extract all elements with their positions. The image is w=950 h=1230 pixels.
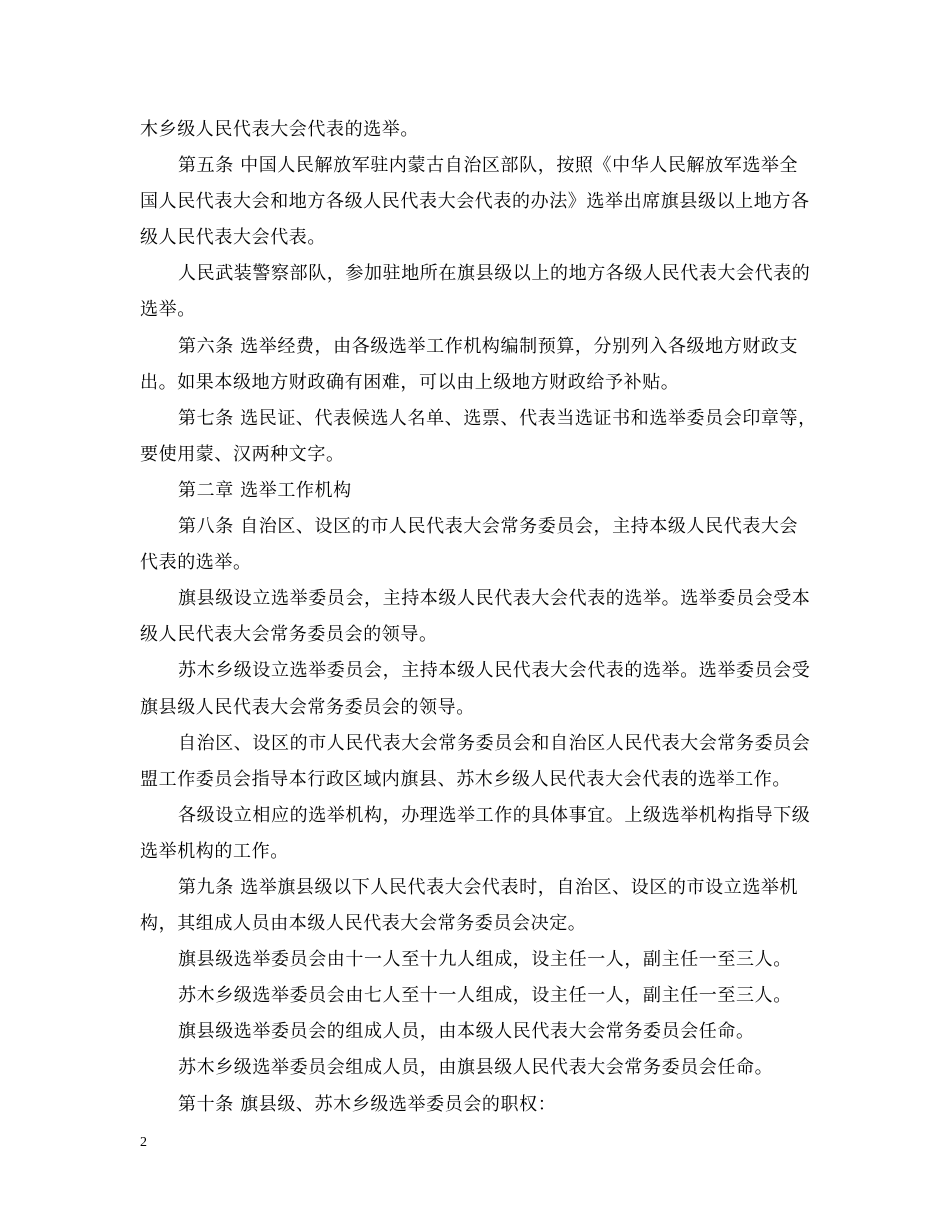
text-line: 盟工作委员会指导本行政区域内旗县、苏木乡级人民代表大会代表的选举工作。 bbox=[140, 768, 791, 790]
text-line: 第七条 选民证、代表候选人名单、选票、代表当选证书和选举委员会印章等， bbox=[178, 407, 817, 429]
text-line: 各级设立相应的选举机构，办理选举工作的具体事宜。上级选举机构指导下级 bbox=[178, 804, 811, 826]
text-line: 第九条 选举旗县级以下人民代表大会代表时，自治区、设区的市设立选举机 bbox=[178, 876, 799, 898]
text-line: 自治区、设区的市人民代表大会常务委员会和自治区人民代表大会常务委员会 bbox=[178, 732, 811, 754]
text-line: 木乡级人民代表大会代表的选举。 bbox=[140, 119, 419, 140]
text-line: 构，其组成人员由本级人民代表大会常务委员会决定。 bbox=[140, 913, 587, 935]
text-line: 选举。 bbox=[140, 299, 196, 321]
text-line: 苏木乡级选举委员会由七人至十一人组成，设主任一人，副主任一至三人。 bbox=[178, 985, 792, 1007]
text-line: 要使用蒙、汉两种文字。 bbox=[140, 443, 345, 465]
page-number: 2 bbox=[140, 1135, 147, 1150]
text-line: 代表的选举。 bbox=[140, 552, 252, 574]
text-line: 级人民代表大会常务委员会的领导。 bbox=[140, 624, 438, 646]
document-body bbox=[140, 112, 830, 1123]
text-line: 国人民代表大会和地方各级人民代表大会代表的办法》选举出席旗县级以上地方各 bbox=[140, 191, 810, 213]
text-line: 第十条 旗县级、苏木乡级选举委员会的职权： bbox=[178, 1093, 557, 1115]
text-line: 级人民代表大会代表。 bbox=[140, 227, 326, 249]
text-line: 人民武装警察部队，参加驻地所在旗县级以上的地方各级人民代表大会代表的 bbox=[178, 263, 811, 285]
text-line: 旗县级选举委员会的组成人员，由本级人民代表大会常务委员会任命。 bbox=[178, 1021, 755, 1043]
text-line: 第五条 中国人民解放军驻内蒙古自治区部队，按照《中华人民解放军选举全 bbox=[178, 155, 799, 177]
text-line: 苏木乡级选举委员会组成人员，由旗县级人民代表大会常务委员会任命。 bbox=[178, 1057, 774, 1079]
text-line: 出。如果本级地方财政确有困难，可以由上级地方财政给予补贴。 bbox=[140, 371, 680, 393]
text-line: 旗县级人民代表大会常务委员会的领导。 bbox=[140, 696, 475, 718]
text-line: 第八条 自治区、设区的市人民代表大会常务委员会，主持本级人民代表大会 bbox=[178, 516, 799, 538]
text-line: 苏木乡级设立选举委员会，主持本级人民代表大会代表的选举。选举委员会受 bbox=[178, 660, 811, 682]
text-line: 旗县级设立选举委员会，主持本级人民代表大会代表的选举。选举委员会受本 bbox=[178, 588, 811, 610]
text-line: 第六条 选举经费，由各级选举工作机构编制预算，分别列入各级地方财政支 bbox=[178, 335, 799, 357]
text-line: 旗县级选举委员会由十一人至十九人组成，设主任一人，副主任一至三人。 bbox=[178, 949, 792, 971]
text-line: 第二章 选举工作机构 bbox=[178, 479, 352, 501]
text-line: 选举机构的工作。 bbox=[140, 840, 289, 862]
